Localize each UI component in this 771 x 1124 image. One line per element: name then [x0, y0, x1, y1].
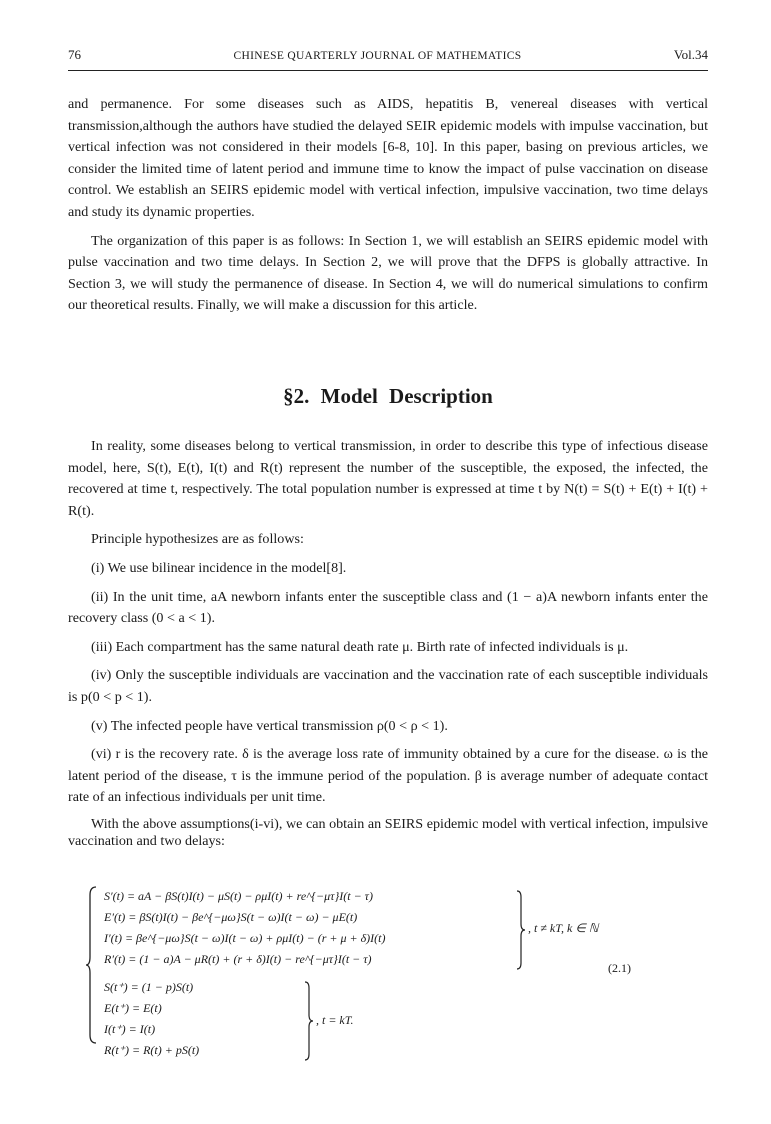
hypothesis-6: (vi) r is the recovery rate. δ is the average loss rate of immunity obtained by a cure for the disease. ω is the latent period of the disease, τ is the immune period of the population. β is average number of adequate contact rate of an infectious individuals per unit time. — [68, 746, 708, 806]
model-paragraph-3: With the above assumptions(i-vi), we can obtain an SEIRS epidemic model with vertical infection, impulsive vaccination and two delays: — [68, 815, 708, 849]
equation-e-impulse: E(t⁺) = E(t) — [104, 1001, 162, 1015]
right-brace-impulse — [304, 980, 314, 1062]
volume-label: Vol.34 — [673, 47, 708, 62]
equation-e-derivative: E′(t) = βS(t)I(t) − βe^{−μω}S(t − ω)I(t − ω) − μE(t) — [104, 910, 358, 924]
header-rule — [68, 70, 708, 71]
equation-s-derivative: S′(t) = aA − βS(t)I(t) − μS(t) − ρμI(t) + re^{−μτ}I(t − τ) — [104, 889, 373, 903]
hypothesis-3: (iii) Each compartment has the same natural death rate μ. Birth rate of infected individuals is μ. — [91, 638, 629, 655]
equation-r-impulse: R(t⁺) = R(t) + pS(t) — [104, 1043, 200, 1057]
journal-title: CHINESE QUARTERLY JOURNAL OF MATHEMATICS — [233, 50, 522, 62]
model-paragraph-1: In reality, some diseases belong to vertical transmission, in order to describe this type of infectious disease model, here, S(t), E(t), I(t) and R(t) represent the number of the susceptible, the exposed, the infected, the recovered at time t, respectively. The total population number is expressed at time t by N(t) = S(t) + E(t) + I(t) + R(t). — [68, 438, 708, 519]
outer-left-brace — [86, 885, 98, 1045]
running-head — [68, 47, 708, 67]
equation-s-impulse: S(t⁺) = (1 − p)S(t) — [104, 980, 194, 994]
hypotheses-intro: Principle hypothesizes are as follows: — [91, 531, 304, 548]
intro-section — [68, 94, 708, 324]
equation-r-derivative: R′(t) = (1 − a)A − μR(t) + (r + δ)I(t) − re^{−μτ}I(t − τ) — [104, 952, 372, 966]
model-section — [68, 436, 708, 857]
equation-i-derivative: I′(t) = βe^{−μω}S(t − ω)I(t − ω) + ρμI(t) − (r + μ + δ)I(t) — [104, 931, 386, 945]
intro-paragraph-2: The organization of this paper is as follows: In Section 1, we will establish an SEIRS epidemic model with pulse vaccination and two time delays. In Section 2, we will prove that the DFPS is globally attractive. In Section 3, we will study the permanence of disease. In Section 4, we will do numerical simulations to confirm our theoretical results. Finally, we will make a discussion for this article. — [68, 232, 708, 314]
hypothesis-2: (ii) In the unit time, aA newborn infants enter the susceptible class and (1 − a)A newborn infants enter the recovery class (0 < a < 1). — [68, 588, 708, 627]
hypothesis-4: (iv) Only the susceptible individuals are vaccination and the vaccination rate of each susceptible individuals is p(0 < p < 1). — [68, 667, 708, 705]
intro-paragraph-1: and permanence. For some diseases such as AIDS, hepatitis B, venereal diseases with vertical transmission,although the authors have studied the delayed SEIR epidemic models with impulse vaccination, but vertical infection was not considered in their models [6-8, 10]. In this paper, basing on previous articles, we consider the limited time of latent period and immune time to know the impact of pulse vaccination on disease control. We establish an SEIRS epidemic model with vertical infection, impulsive vaccination, two time delays and study its dynamic properties. — [68, 96, 708, 220]
hypothesis-5: (v) The infected people have vertical transmission ρ(0 < ρ < 1). — [91, 717, 448, 734]
page-number: 76 — [68, 47, 81, 62]
section-heading: §2. Model Description — [283, 384, 493, 408]
right-brace-continuous — [516, 889, 526, 971]
equation-i-impulse: I(t⁺) = I(t) — [104, 1022, 156, 1036]
condition-continuous: , t ≠ kT, k ∈ ℕ — [528, 921, 599, 935]
equation-number: (2.1) — [608, 961, 631, 975]
hypothesis-1: (i) We use bilinear incidence in the model[8]. — [91, 559, 347, 576]
condition-impulse: , t = kT. — [316, 1013, 354, 1027]
